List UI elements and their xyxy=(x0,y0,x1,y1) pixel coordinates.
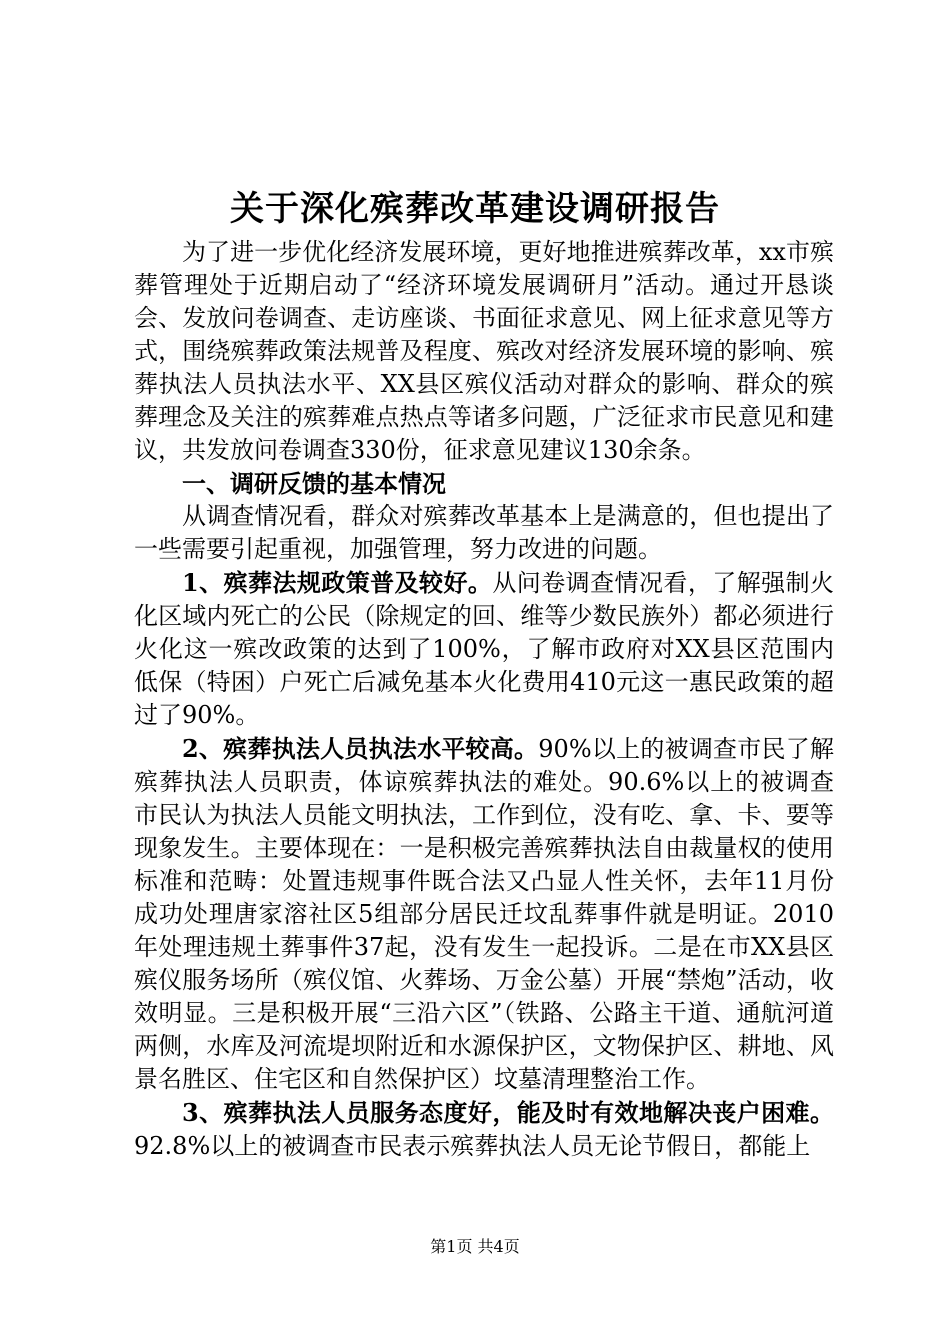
item-text-3: 92.8%以上的被调查市民表示殡葬执法人员无论节假日，都能上 xyxy=(134,1132,811,1160)
document-body xyxy=(134,236,834,1163)
item-paragraph-1 xyxy=(134,566,834,732)
item-heading-2: 2、殡葬执法人员执法水平较高。 xyxy=(182,734,539,763)
item-paragraph-2 xyxy=(134,732,834,1096)
section-intro-paragraph: 从调查情况看，群众对殡葬改革基本上是满意的，但也提出了一些需要引起重视，加强管理，努力改进的问题。 xyxy=(134,502,834,563)
item-paragraph-3 xyxy=(134,1096,834,1163)
section-heading: 一、调研反馈的基本情况 xyxy=(182,469,446,498)
item-heading-3: 3、殡葬执法人员服务态度好，能及时有效地解决丧户困难。 xyxy=(182,1098,834,1127)
item-text-2: 90%以上的被调查市民了解殡葬执法人员职责，体谅殡葬执法的难处。90.6%以上的被调查市民认为执法人员能文明执法，工作到位，没有吃、拿、卡、要等现象发生。主要体现在：一是积极完善殡葬执法自由裁量权的使用标准和范畴：处置违规事件既合法又凸显人性关怀，去年11月份成功处理唐家溶社区5组部分居民迁坟乱葬事件就是明证。2010年处理违规土葬事件37起，没有发生一起投诉。二是在市XX县区殡仪服务场所（殡仪馆、火葬场、万金公墓）开展“禁炮”活动，收效明显。三是积极开展“三沿六区”（铁路、公路主干道、通航河道两侧，水库及河流堤坝附近和水源保护区，文物保护区、耕地、风景名胜区、住宅区和自然保护区）坟墓清理整治工作。 xyxy=(134,735,835,1093)
item-text-1: 从问卷调查情况看，了解强制火化区域内死亡的公民（除规定的回、维等少数民族外）都必须进行火化这一殡改政策的达到了100%，了解市政府对XX县区范围内低保（特困）户死亡后减免基本火化费用410元这一惠民政策的超过了90%。 xyxy=(134,569,835,729)
intro-paragraph: 为了进一步优化经济发展环境，更好地推进殡葬改革，xx市殡葬管理处于近期启动了“经济环境发展调研月”活动。通过开恳谈会、发放问卷调查、走访座谈、书面征求意见、网上征求意见等方式，围绕殡葬政策法规普及程度、殡改对经济发展环境的影响、殡葬执法人员执法水平、XX县区殡仪活动对群众的影响、群众的殡葬理念及关注的殡葬难点热点等诸多问题，广泛征求市民意见和建议，共发放问卷调查330份，征求意见建议130余条。 xyxy=(134,238,834,464)
item-heading-1: 1、殡葬法规政策普及较好。 xyxy=(182,568,493,597)
page-footer: 第1页 共4页 xyxy=(430,1237,520,1256)
document-title: 关于深化殡葬改革建设调研报告 xyxy=(230,189,720,229)
